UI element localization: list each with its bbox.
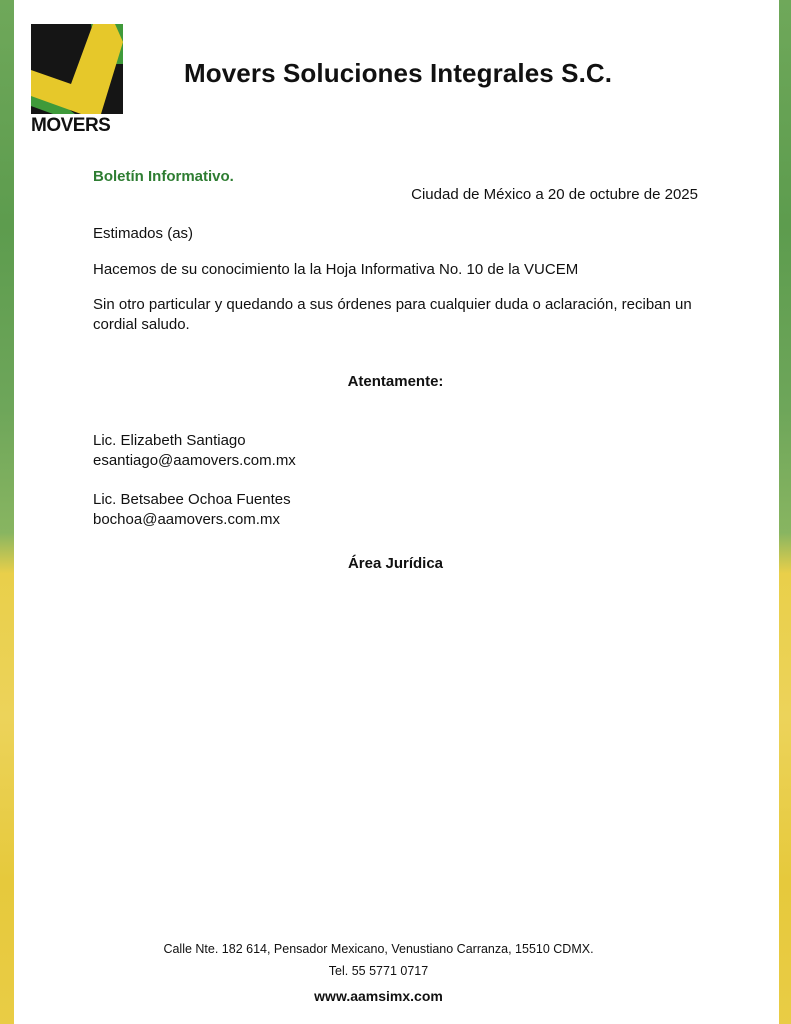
closing-paragraph: Sin otro particular y quedando a sus órdenes para cualquier duda o aclaración, reciban un cordial saludo. — [93, 296, 692, 333]
signatory-block — [93, 431, 703, 471]
bulletin-title: Boletín Informativo. — [93, 168, 234, 185]
footer-website: www.aamsimx.com — [314, 988, 443, 1004]
signatory-block — [93, 490, 703, 530]
sign-off: Atentamente: — [347, 373, 444, 390]
company-name: Movers Soluciones Integrales S.C. — [184, 58, 613, 88]
date-line: Ciudad de México a 20 de octubre de 2025 — [411, 186, 698, 203]
logo-wordmark: MOVERS — [31, 115, 111, 136]
logo-v-mark-icon — [31, 24, 123, 114]
movers-logo — [31, 24, 123, 136]
greeting: Estimados (as) — [93, 225, 194, 242]
department-name: Área Jurídica — [347, 555, 444, 572]
signatory-name: Lic. Betsabee Ochoa Fuentes — [93, 491, 291, 508]
logo-mark — [31, 24, 123, 114]
footer-address: Calle Nte. 182 614, Pensador Mexicano, Venustiano Carranza, 15510 CDMX. — [163, 942, 594, 956]
signatory-email: bochoa@aamovers.com.mx — [93, 511, 280, 528]
signatory-email: esantiago@aamovers.com.mx — [93, 452, 296, 469]
notice-paragraph: Hacemos de su conocimiento la la Hoja Informativa No. 10 de la VUCEM — [93, 261, 579, 278]
signatory-name: Lic. Elizabeth Santiago — [93, 432, 246, 449]
footer-phone: Tel. 55 5771 0717 — [328, 964, 429, 978]
